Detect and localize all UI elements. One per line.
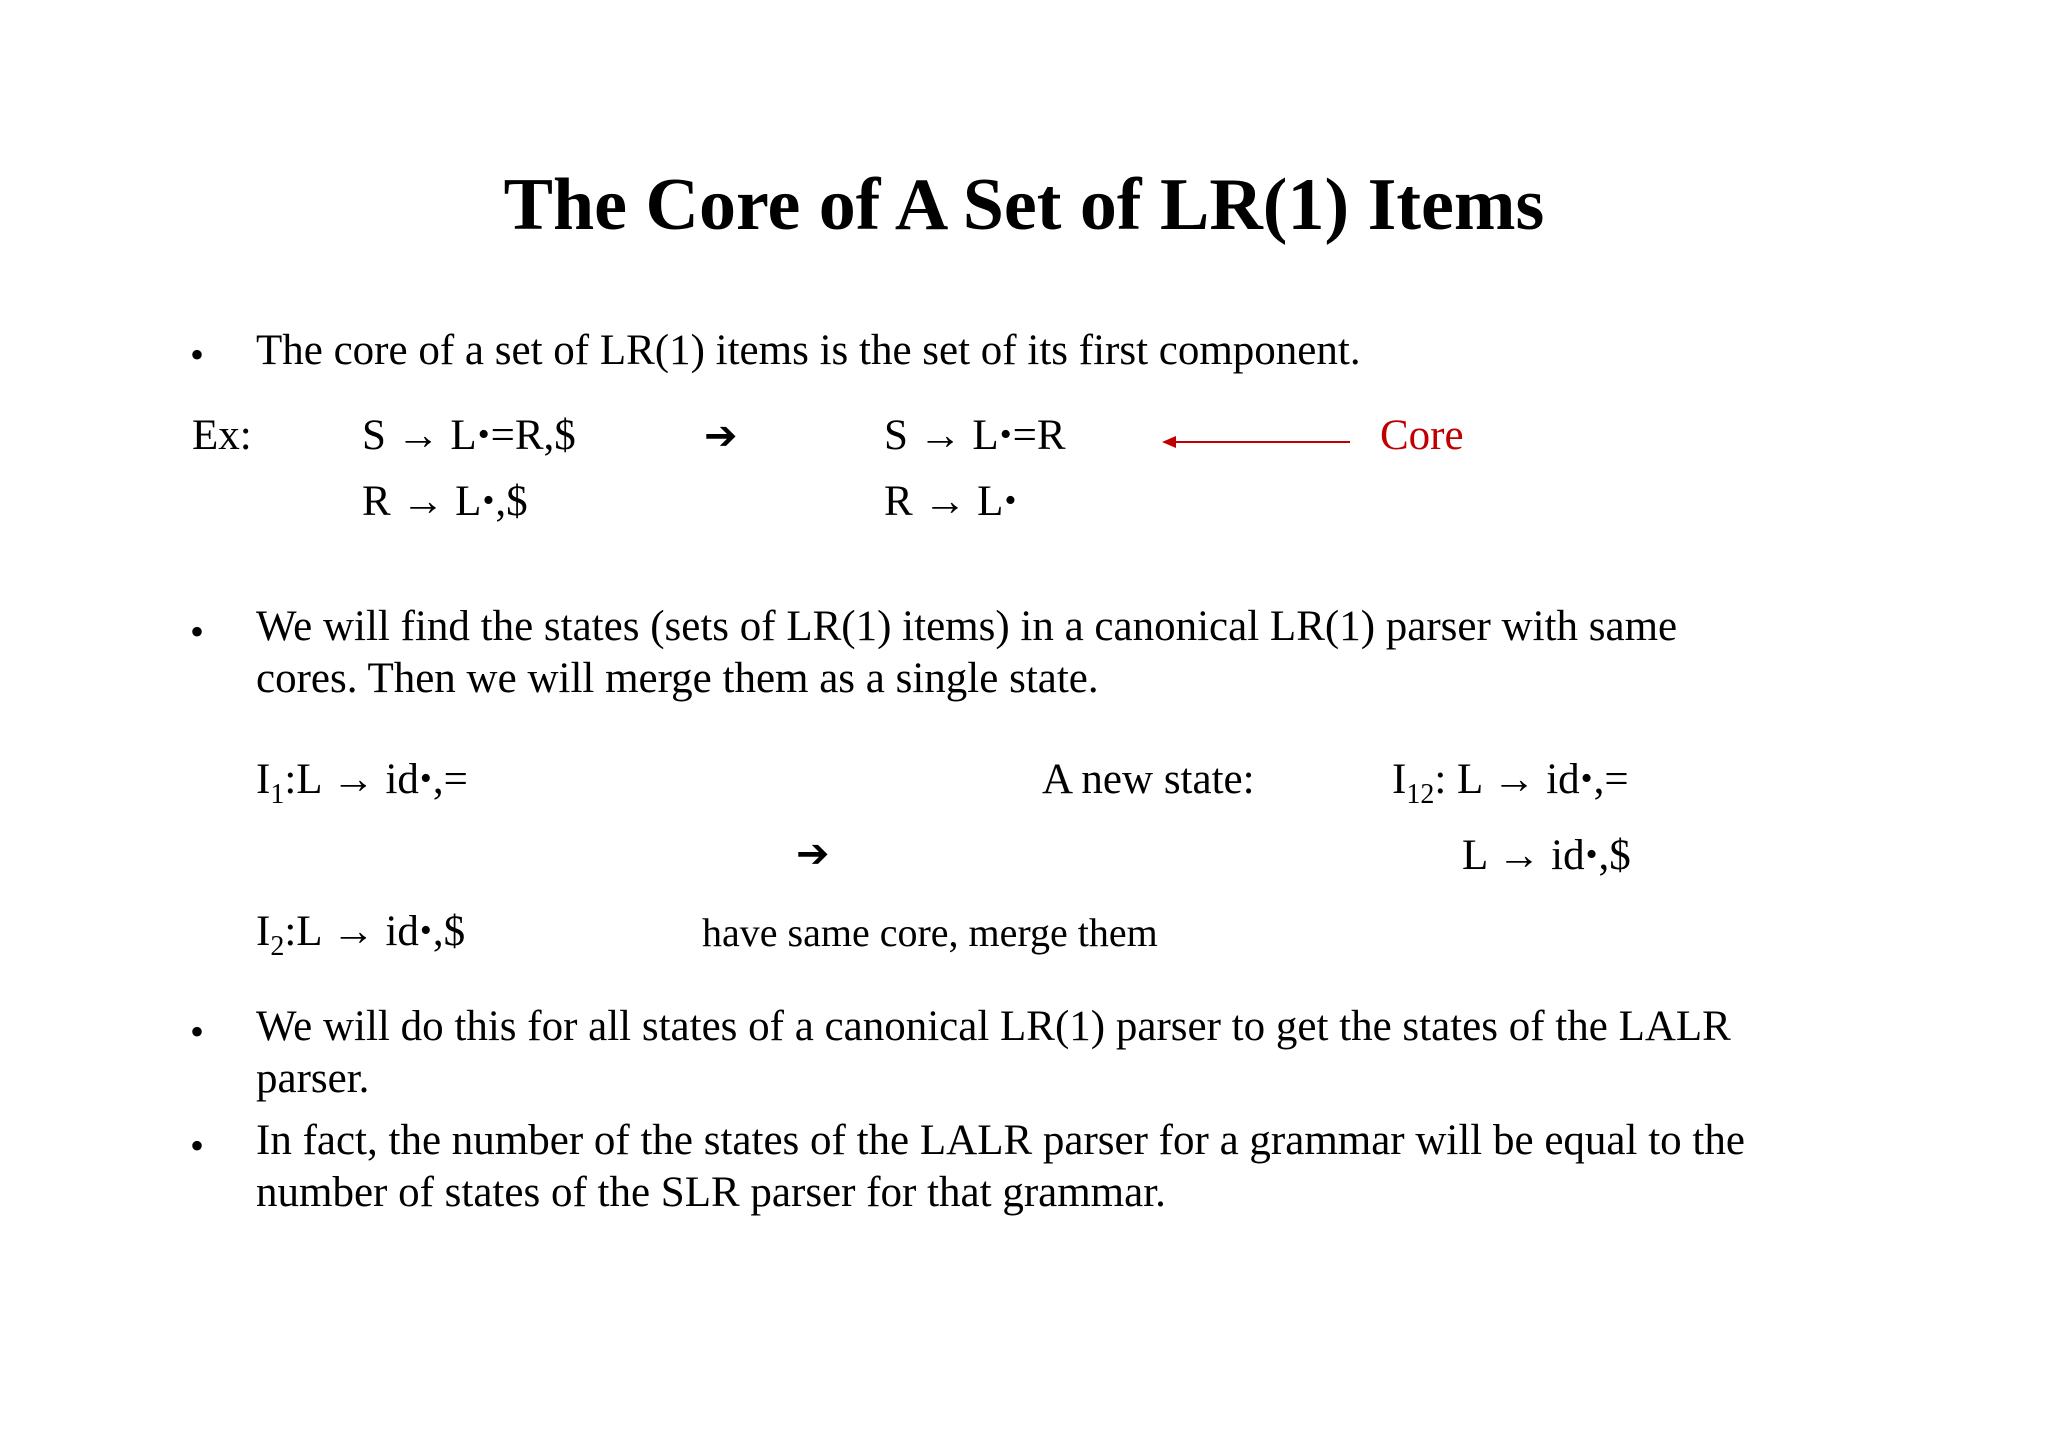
item-dot: •: [1580, 760, 1593, 797]
bullet-text-1: The core of a set of LR(1) items is the set of its first component.: [256, 327, 1361, 374]
core-label: Core: [1380, 412, 1464, 459]
example-right-item-2: R → L•: [884, 478, 1017, 525]
example-right-item-1: S → L•=R: [884, 412, 1066, 459]
bullet-text-2-line-1: We will find the states (sets of LR(1) items) in a canonical LR(1) parser with same: [256, 603, 1678, 650]
state-i12: $I_{12}$: L → id•,=: [1392, 756, 1629, 810]
bullet-text-2-line-2: cores. Then we will merge them as a single state.: [256, 655, 1099, 702]
bullet-text-3-line-1: We will do this for all states of a canonical LR(1) parser to get the states of the LALR: [256, 1003, 1731, 1050]
bullet-marker: •: [190, 609, 205, 654]
bullet-marker: •: [190, 1009, 205, 1054]
bullet-text-4-line-1: In fact, the number of the states of the LALR parser for a grammar will be equal to the: [256, 1117, 1745, 1164]
item-dot: •: [999, 416, 1012, 453]
example-label: Ex:: [192, 412, 252, 459]
state-i2: $I_2:L$ → id•,$: [256, 908, 466, 962]
bullet-text-4-line-2: number of states of the SLR parser for that grammar.: [256, 1169, 1166, 1216]
new-state-label: A new state:: [1042, 756, 1255, 803]
example-left-item-2: R → L•,$: [362, 478, 528, 525]
item-dot: •: [419, 760, 432, 797]
item-dot: •: [1585, 836, 1598, 873]
merge-note: have same core, merge them: [702, 910, 1158, 955]
right-arrow-icon: ➔: [796, 831, 830, 877]
bullet-marker: •: [190, 1123, 205, 1168]
slide-title: The Core of A Set of LR(1) Items: [503, 164, 1545, 246]
core-pointer-arrow-icon: [1160, 430, 1350, 454]
item-dot: •: [1004, 482, 1017, 519]
state-i1: $I_1:L$ → id•,=: [256, 756, 468, 810]
bullet-marker: •: [190, 332, 205, 377]
right-arrow-icon: ➔: [704, 413, 738, 459]
item-dot: •: [482, 482, 495, 519]
bullet-text-3-line-2: parser.: [256, 1055, 370, 1102]
item-dot: •: [419, 912, 432, 949]
item-dot: •: [477, 416, 490, 453]
example-left-item-1: S → L•=R,$: [362, 412, 576, 459]
state-i12-item-2: L → id•,$: [1462, 832, 1631, 879]
